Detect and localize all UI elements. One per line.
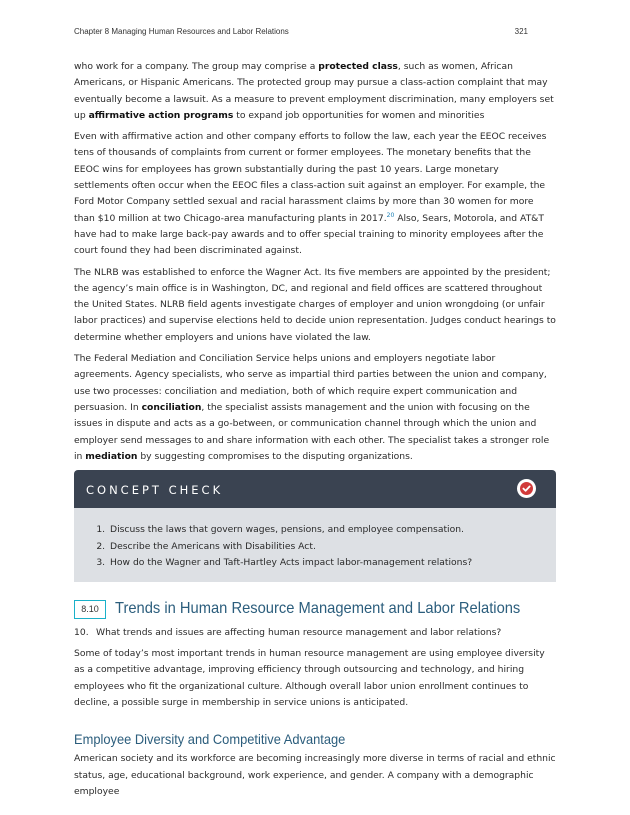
objective-text: What trends and issues are affecting human resource management and labor relations? [96,626,502,638]
concept-check-body [74,508,556,582]
section-heading [74,600,556,619]
chapter-title: Chapter 8 Managing Human Resources and Labor Relations [74,27,289,36]
paragraph-eeoc: Even with affirmative action and other company efforts to follow the law, each year the EEOC receives tens of thousands of complaints from current or former employees. The monetary benefits that the EEOC wins for employees has grown substantially during the past 10 years. Large monetary settlements often occur when the EEOC files a class-action suit against an employer. For example, the Ford Motor Company settled sexual and racial harassment claims by more than 30 women for more than $10 million at two Chicago-area manufacturing plants in 2017.20 Also, Sears, Motorola, and AT&T have had to make large back-pay awards and to offer special training to minority employees after the court found they had been discriminated against. [74,131,547,257]
paragraph-diversity: American society and its workforce are becoming increasingly more diverse in terms of racial and ethnic status, age, educational background, work experience, and gender. A company with a demographic employee [74,753,556,797]
page-content [74,59,556,805]
section-number: 8.10 [74,600,106,619]
term-conciliation: conciliation [141,401,202,413]
check-circle-icon [517,479,536,498]
term-affirmative-action: affirmative action programs [88,109,234,121]
term-protected-class: protected class [318,61,398,72]
list-item: 2. Describe the Americans with Disabilities Act. [108,539,556,556]
concept-check-header [74,470,556,508]
list-item: 3. How do the Wagner and Taft-Hartley Acts impact labor-management relations? [108,555,556,572]
paragraph-fmcs: The Federal Mediation and Conciliation Service helps unions and employers negotiate labor agreements. Agency specialists, who serve as impartial third parties between the union and company, use two processes: conciliation and mediation, both of which require expert communication and persuasion. In conciliation, the specialist assists management and the union with focusing on the issues in dispute and acts as a go-between, or communication channel through which the union and employer send messages to and share information with each other. The specialist takes a stronger role in mediation by suggesting compromises to the disputing organizations. [74,353,550,462]
learning-objective [74,625,556,641]
page-header [74,27,528,36]
footnote-link[interactable]: 20 [386,211,395,219]
subheading-diversity: Employee Diversity and Competitive Advantage [74,731,346,748]
page-number: 321 [514,27,528,36]
paragraph-nlrb: The NLRB was established to enforce the Wagner Act. Its five members are appointed by the president; the agency’s main office is in Washington, DC, and regional and field offices are scattered throughout the United States. NLRB field agents investigate charges of employer and union wrongdoing (or unfair labor practices) and supervise elections held to decide union representation. Judges conduct hearings to determine whether employers and unions have violated the law. [74,266,556,343]
concept-check-box [74,470,556,582]
list-item: 1. Discuss the laws that govern wages, pensions, and employee compensation. [108,522,556,539]
paragraph-trends: Some of today’s most important trends in human resource management are using employee diversity as a competitive advantage, improving efficiency through outsourcing and technology, and hiring employees who fit the organizational culture. Although overall labor union enrollment continues to decline, a possible surge in membership in service unions is anticipated. [74,647,545,708]
paragraph-protected-class: who work for a company. The group may comprise a protected class, such as women, African Americans, or Hispanic Americans. The protected group may pursue a class-action complaint that may eventually become a lawsuit. As a measure to prevent employment discrimination, many employers set up affirmative action programs to expand job opportunities for women and minorities [74,61,554,121]
section-title: Trends in Human Resource Management and Labor Relations [115,599,521,617]
concept-check-title: CONCEPT CHECK [86,483,224,498]
checkmark-glyph [520,482,533,495]
term-mediation: mediation [85,450,138,462]
concept-check-list [74,522,556,572]
objective-number: 10. [74,626,89,638]
